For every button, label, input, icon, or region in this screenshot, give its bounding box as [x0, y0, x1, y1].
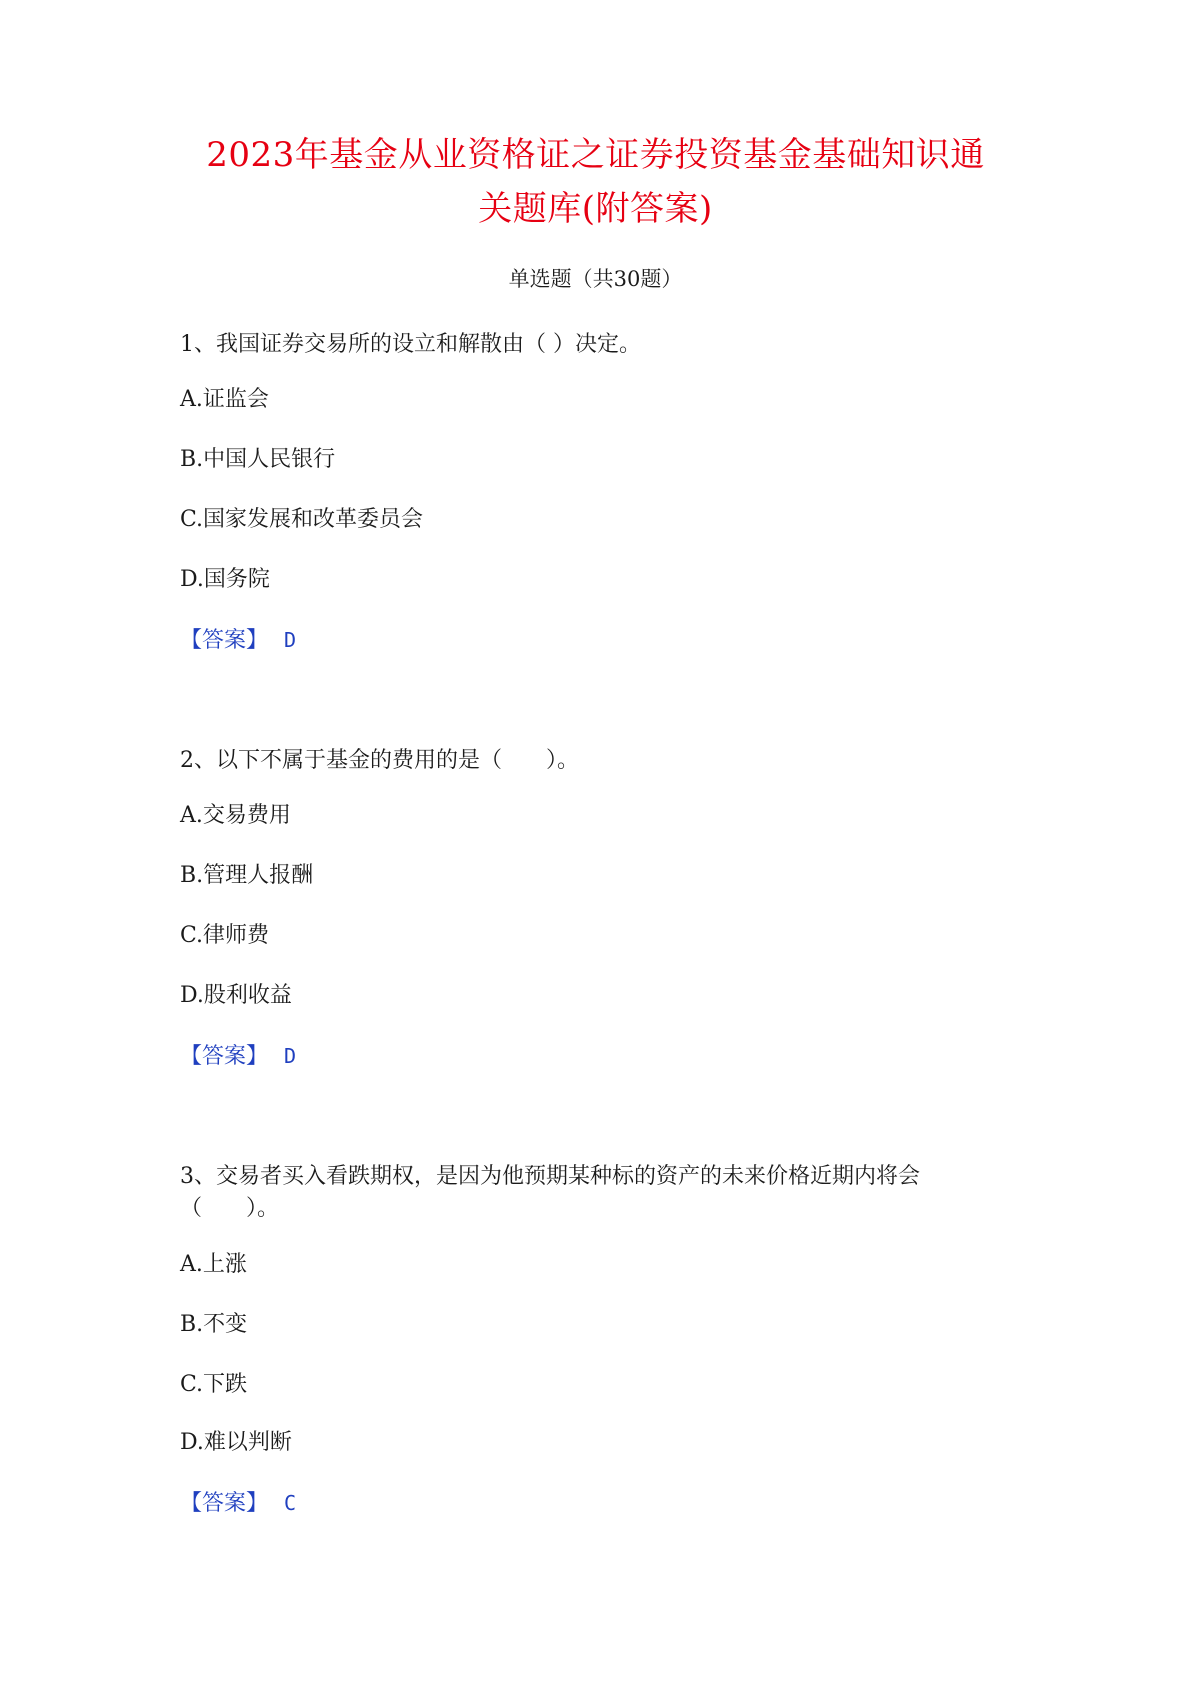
question-stem-line-1: 3、交易者买入看跌期权，是因为他预期某种标的资产的未来价格近期内将会: [180, 1164, 920, 1189]
option-c: C.下跌: [180, 1372, 248, 1397]
option-c: C.律师费: [180, 923, 270, 948]
option-b: B.不变: [180, 1312, 248, 1337]
question-stem: 1、我国证券交易所的设立和解散由（ ）决定。: [180, 332, 641, 357]
option-a: A.证监会: [180, 387, 269, 412]
option-b: B.中国人民银行: [180, 447, 336, 472]
answer-label: 【答案】: [180, 1044, 269, 1069]
question-2: [180, 745, 1010, 1069]
answer-line: [180, 624, 296, 657]
document-title: [140, 128, 1051, 236]
answer-line: [180, 1040, 296, 1073]
option-c: C.国家发展和改革委员会: [180, 507, 424, 532]
answer-label: 【答案】: [180, 628, 269, 653]
answer-label: 【答案】: [180, 1491, 269, 1516]
section-heading: 单选题（共30题）: [508, 267, 683, 291]
answer-line: [180, 1487, 296, 1520]
title-line-2: 关题库(附答案): [478, 189, 713, 229]
option-d: D.国务院: [180, 567, 270, 592]
option-d: D.股利收益: [180, 983, 292, 1008]
answer-value: C: [284, 1491, 297, 1515]
title-line-1: 2023年基金从业资格证之证券投资基金基础知识通: [206, 135, 985, 175]
answer-value: D: [284, 1044, 297, 1068]
answer-value: D: [284, 628, 297, 652]
option-a: A.交易费用: [180, 803, 291, 828]
option-a: A.上涨: [180, 1252, 247, 1277]
question-stem-line-2: （ ）。: [180, 1196, 280, 1221]
question-1: [180, 329, 1010, 653]
question-stem: 2、以下不属于基金的费用的是（ ）。: [180, 748, 579, 773]
option-b: B.管理人报酬: [180, 863, 314, 888]
option-d: D.难以判断: [180, 1430, 292, 1455]
question-3: [180, 1161, 1010, 1516]
